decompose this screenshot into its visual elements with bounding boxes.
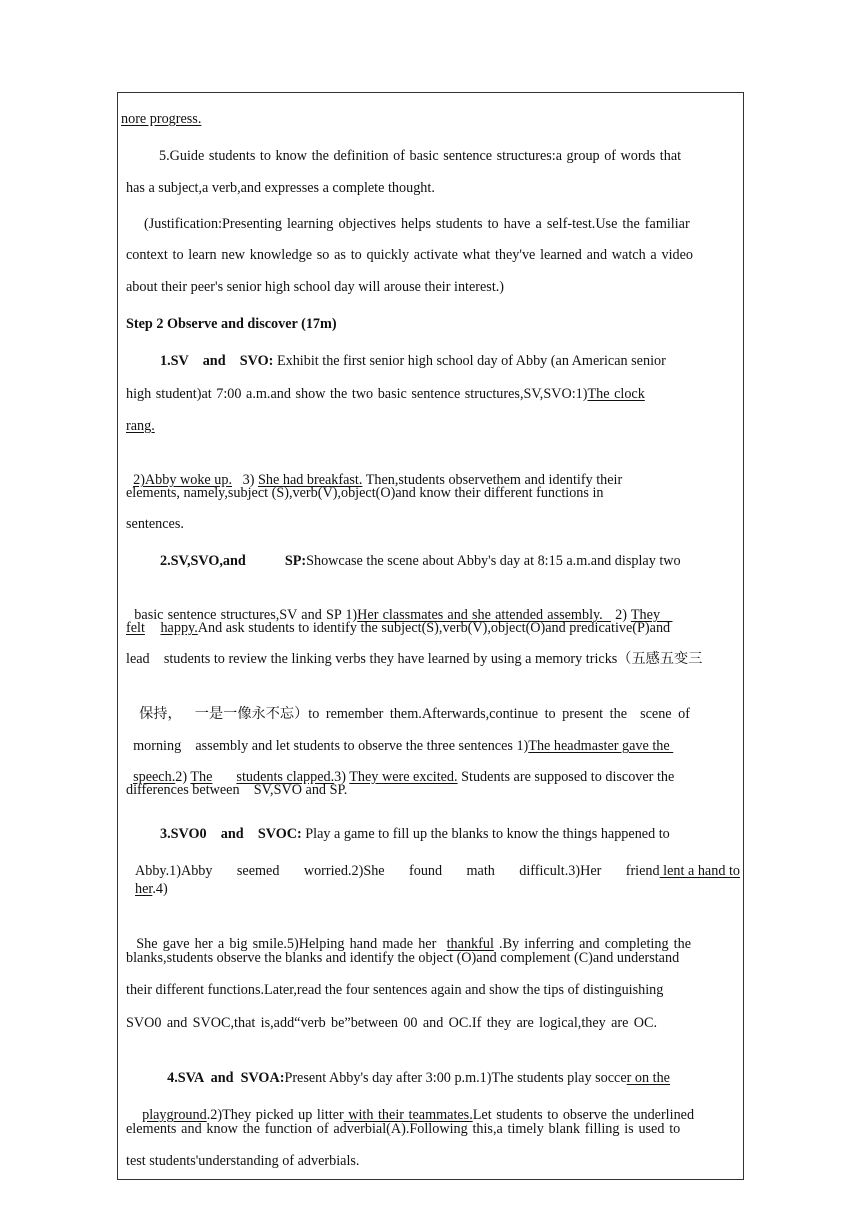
section-label-sv-svo-sp: 2.SV,SVO,and SP:: [160, 553, 307, 569]
underlined-phrase: 2)Abby woke up.: [133, 472, 232, 488]
text-span: Let students to observe the underlined: [472, 1107, 695, 1123]
text-span: She gave her a big smile.5)Helping hand made her: [136, 936, 447, 952]
text-line: 5.Guide students to know the definition of basic sentence structures:a group of words that: [159, 148, 682, 164]
sva-svoa-line: [160, 1051, 670, 1087]
paragraph-guide: [159, 147, 737, 165]
text-span: high student)at 7:00 a.m.and show the two basic sentence structures,SV,SVO:1): [126, 386, 588, 402]
underlined-phrase: The headmaster gave the: [528, 738, 674, 754]
text-span: .By inferring and completing the: [493, 936, 692, 952]
text-span: difficult.3)Her: [519, 863, 602, 879]
underlined-phrase: Her classmates and she attended assembly.: [357, 607, 612, 623]
underlined-phrase: They were excited.: [349, 769, 458, 785]
underlined-phrase: lent a hand to: [659, 863, 740, 879]
underlined-phrase: felt: [126, 620, 145, 636]
text-line: their different functions.Later,read the four sentences again and show the tips of distinguishing: [126, 982, 664, 998]
underlined-phrase: students clapped.: [236, 769, 335, 785]
section-label-sv-svo: 1.SV and SVO:: [160, 353, 274, 369]
text-span: Play a game to fill up the blanks to know the things happened to: [301, 826, 670, 842]
text-line: elements, namely,subject (S),verb(V),object(O)and know their different functions in: [126, 485, 604, 501]
underlined-phrase: playground: [142, 1107, 207, 1123]
text-span: Showcase the scene about Abby's day at 8:15 a.m.and display two: [306, 553, 681, 569]
text-line: [126, 385, 645, 403]
text-span: worried.2)She: [303, 863, 385, 879]
text-span: basic sentence structures,SV and SP 1): [134, 607, 358, 623]
text-span: 3): [232, 472, 259, 488]
text-span: Students are supposed to discover the: [457, 769, 675, 785]
text-line: sentences.: [126, 516, 184, 532]
text-span: Abby.1)Abby: [135, 863, 213, 879]
text-line: context to learn new knowledge so as to quickly activate what they've learned and watch a video: [126, 247, 693, 263]
sv-svo-line: [160, 352, 666, 370]
underlined-phrase: They: [630, 607, 673, 623]
underlined-phrase: thankful: [446, 936, 494, 952]
text-span: 保持， 一是一像永不忘）: [139, 706, 309, 722]
underlined-phrase: happy.: [160, 620, 198, 636]
underlined-phrase: speech.: [133, 769, 176, 785]
text-line: test students'understanding of adverbials.: [126, 1153, 360, 1169]
svoo-svoc-line: [160, 825, 670, 843]
text-span: 3): [334, 769, 350, 785]
text-line: [135, 862, 740, 880]
underlined-phrase: her: [135, 881, 153, 897]
underlined-phrase: The clock: [587, 386, 645, 402]
text-span: to remember them.Afterwards,continue to present the scene of: [308, 706, 690, 722]
text-line: lead students to review the linking verbs they have learned by using a memory tricks（五感五变三: [126, 651, 703, 667]
text-span: .4): [152, 881, 168, 897]
underlined-phrase: rang.: [126, 418, 155, 434]
sv-svo-sp-line: [160, 552, 681, 570]
text-span: 2): [175, 769, 191, 785]
text-line: elements and know the function of adverbial(A).Following this,a timely blank filling is used to: [126, 1121, 681, 1137]
text-span: Then,students observethem and identify their: [362, 472, 623, 488]
underlined-phrase: r on the: [626, 1070, 670, 1086]
text-span: found: [409, 863, 443, 879]
text-line: about their peer's senior high school day will arouse their interest.): [126, 279, 505, 295]
text-line: differences between SV,SVO and SP.: [126, 782, 348, 798]
text-line: has a subject,a verb,and expresses a complete thought.: [126, 180, 435, 196]
section-label-svoo-svoc: 3.SVO0 and SVOC:: [160, 826, 302, 842]
text-line: [126, 687, 690, 723]
text-span: morning assembly and let students to observe the three sentences 1): [133, 738, 529, 754]
step-heading: Step 2 Observe and discover (17m): [126, 316, 337, 332]
text-span: 2): [611, 607, 631, 623]
section-label-sva-svoa: 4.SVA and SVOA:: [167, 1070, 285, 1086]
text-span: Exhibit the first senior high school day of Abby (an American senior: [273, 353, 666, 369]
underlined-phrase: She had breakfast.: [258, 472, 363, 488]
text-line: nore progress.: [121, 111, 202, 127]
text-line: [133, 1088, 694, 1124]
text-span: Present Abby's day after 3:00 p.m.1)The students play socce: [284, 1070, 627, 1086]
text-line: [135, 880, 168, 898]
underlined-phrase: with their teammates.: [343, 1107, 473, 1123]
text-span: And ask students to identify the subject(S),verb(V),object(O)and predicative(P)and: [197, 620, 671, 636]
text-span: seemed: [236, 863, 280, 879]
text-span: .2)They picked up litter: [206, 1107, 344, 1123]
text-line: [126, 917, 691, 953]
justification-line: (Justification:Presenting learning objectives helps students to have a self-test.Use the familiar: [144, 216, 690, 232]
text-span: friend: [625, 863, 660, 879]
underlined-phrase: The: [190, 769, 213, 785]
text-line: SVO0 and SVOC,that is,add“verb be”between 00 and OC.If they are logical,they are OC.: [126, 1015, 658, 1031]
text-span: math: [466, 863, 495, 879]
text-line: [126, 619, 740, 637]
text-line: blanks,students observe the blanks and identify the object (O)and complement (C)and understand: [126, 950, 680, 966]
